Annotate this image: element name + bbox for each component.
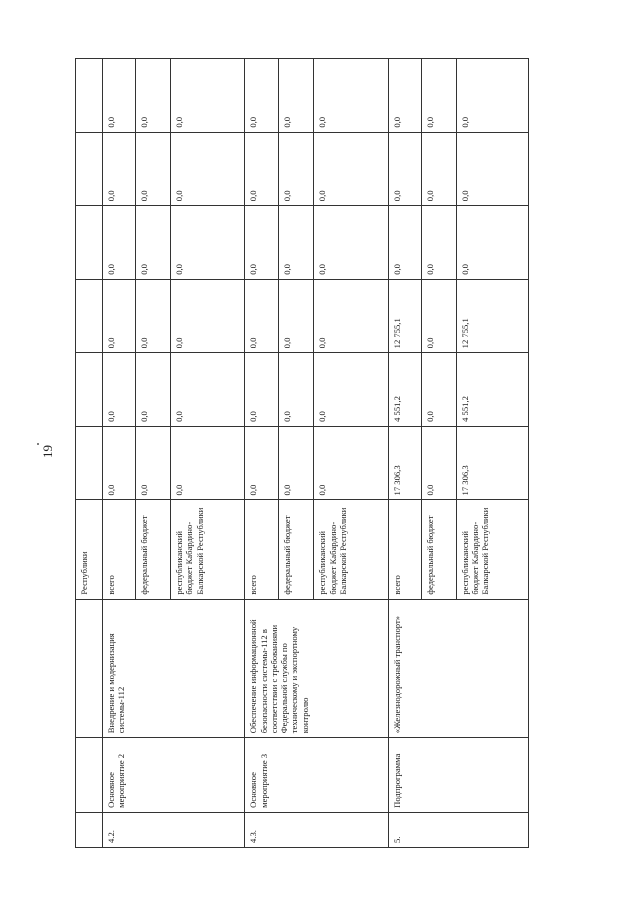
value-cell: 0,0 (421, 426, 456, 500)
value-cell: 0,0 (135, 426, 170, 500)
value-cell: 17 306,3 (456, 426, 528, 500)
value-cell: 0,0 (314, 426, 388, 500)
value-cell: 0,0 (135, 59, 170, 133)
value-cell: 12 755,1 (388, 279, 421, 353)
value-cell: 17 306,3 (388, 426, 421, 500)
value-cell: 0,0 (388, 206, 421, 280)
funding-source-cell: федеральный бюджет (135, 500, 170, 599)
value-cell: 0,0 (388, 132, 421, 206)
cell-empty (76, 599, 103, 738)
cell-empty (76, 132, 103, 206)
page-mark (37, 443, 39, 445)
value-cell: 0,0 (421, 279, 456, 353)
table-row (245, 59, 279, 848)
value-cell: 0,0 (279, 426, 314, 500)
funding-source-cell: республиканский бюджет Кабардино-Балкарской Республики (314, 500, 388, 599)
funding-source-cell: всего (388, 500, 421, 599)
value-cell: 0,0 (421, 59, 456, 133)
value-cell: 0,0 (245, 132, 279, 206)
value-cell: 0,0 (279, 59, 314, 133)
row-name-cell: «Железнодорожный транспорт» (388, 599, 528, 738)
value-cell: 0,0 (135, 279, 170, 353)
value-cell: 0,0 (102, 59, 135, 133)
value-cell: 4 551,2 (388, 353, 421, 427)
row-kind-cell: Подпрограмма (388, 738, 528, 813)
value-cell: 0,0 (279, 279, 314, 353)
value-cell: 0,0 (170, 353, 244, 427)
value-cell: 0,0 (421, 132, 456, 206)
value-cell: 0,0 (456, 132, 528, 206)
value-cell: 0,0 (170, 426, 244, 500)
value-cell: 0,0 (279, 353, 314, 427)
funding-source-cell: всего (245, 500, 279, 599)
cell-empty (76, 426, 103, 500)
page-number: 19 (40, 445, 55, 458)
value-cell: 0,0 (421, 206, 456, 280)
row-kind-cell: Основное мероприятие 3 (245, 738, 388, 813)
cell-empty (76, 738, 103, 813)
row-name-cell: Внедрение и модернизация системы-112 (102, 599, 244, 738)
value-cell: 0,0 (456, 206, 528, 280)
funding-source-cell: федеральный бюджет (279, 500, 314, 599)
value-cell: 0,0 (170, 132, 244, 206)
value-cell: 0,0 (170, 279, 244, 353)
value-cell: 12 755,1 (456, 279, 528, 353)
value-cell: 0,0 (314, 59, 388, 133)
row-kind-cell: Основное мероприятие 2 (102, 738, 244, 813)
cell-empty (76, 279, 103, 353)
value-cell: 0,0 (170, 206, 244, 280)
value-cell: 0,0 (245, 279, 279, 353)
value-cell: 0,0 (102, 206, 135, 280)
value-cell: 0,0 (245, 353, 279, 427)
row-number-cell: 5. (388, 812, 528, 847)
table-row (102, 59, 135, 848)
value-cell: 0,0 (245, 59, 279, 133)
header-cell: Республики (76, 500, 103, 599)
budget-table (75, 58, 529, 848)
funding-source-cell: федеральный бюджет (421, 500, 456, 599)
value-cell: 0,0 (245, 206, 279, 280)
value-cell: 0,0 (102, 132, 135, 206)
value-cell: 0,0 (135, 206, 170, 280)
cell-empty (76, 59, 103, 133)
value-cell: 0,0 (170, 59, 244, 133)
value-cell: 0,0 (279, 132, 314, 206)
value-cell: 4 551,2 (456, 353, 528, 427)
rotated-table-container (75, 58, 529, 848)
value-cell: 0,0 (314, 279, 388, 353)
cell-empty (76, 206, 103, 280)
cell-empty (76, 353, 103, 427)
funding-source-cell: республиканский бюджет Кабардино-Балкарской Республики (170, 500, 244, 599)
value-cell: 0,0 (135, 353, 170, 427)
value-cell: 0,0 (279, 206, 314, 280)
value-cell: 0,0 (245, 426, 279, 500)
row-number-cell: 4.2. (102, 812, 244, 847)
value-cell: 0,0 (456, 59, 528, 133)
funding-source-cell: республиканский бюджет Кабардино-Балкарской Республики (456, 500, 528, 599)
value-cell: 0,0 (102, 426, 135, 500)
value-cell: 0,0 (421, 353, 456, 427)
table-row (388, 59, 421, 848)
value-cell: 0,0 (388, 59, 421, 133)
value-cell: 0,0 (102, 353, 135, 427)
value-cell: 0,0 (314, 353, 388, 427)
value-cell: 0,0 (314, 132, 388, 206)
value-cell: 0,0 (135, 132, 170, 206)
row-number-cell: 4.3. (245, 812, 388, 847)
cell-empty (76, 812, 103, 847)
table-body (76, 59, 529, 848)
row-name-cell: Обеспечение информационной безопасности системы-112 в соответствии с требованиями Федеральной службы по техническому и экспортному контролю (245, 599, 388, 738)
value-cell: 0,0 (314, 206, 388, 280)
value-cell: 0,0 (102, 279, 135, 353)
funding-source-cell: всего (102, 500, 135, 599)
table-row-header (76, 59, 103, 848)
